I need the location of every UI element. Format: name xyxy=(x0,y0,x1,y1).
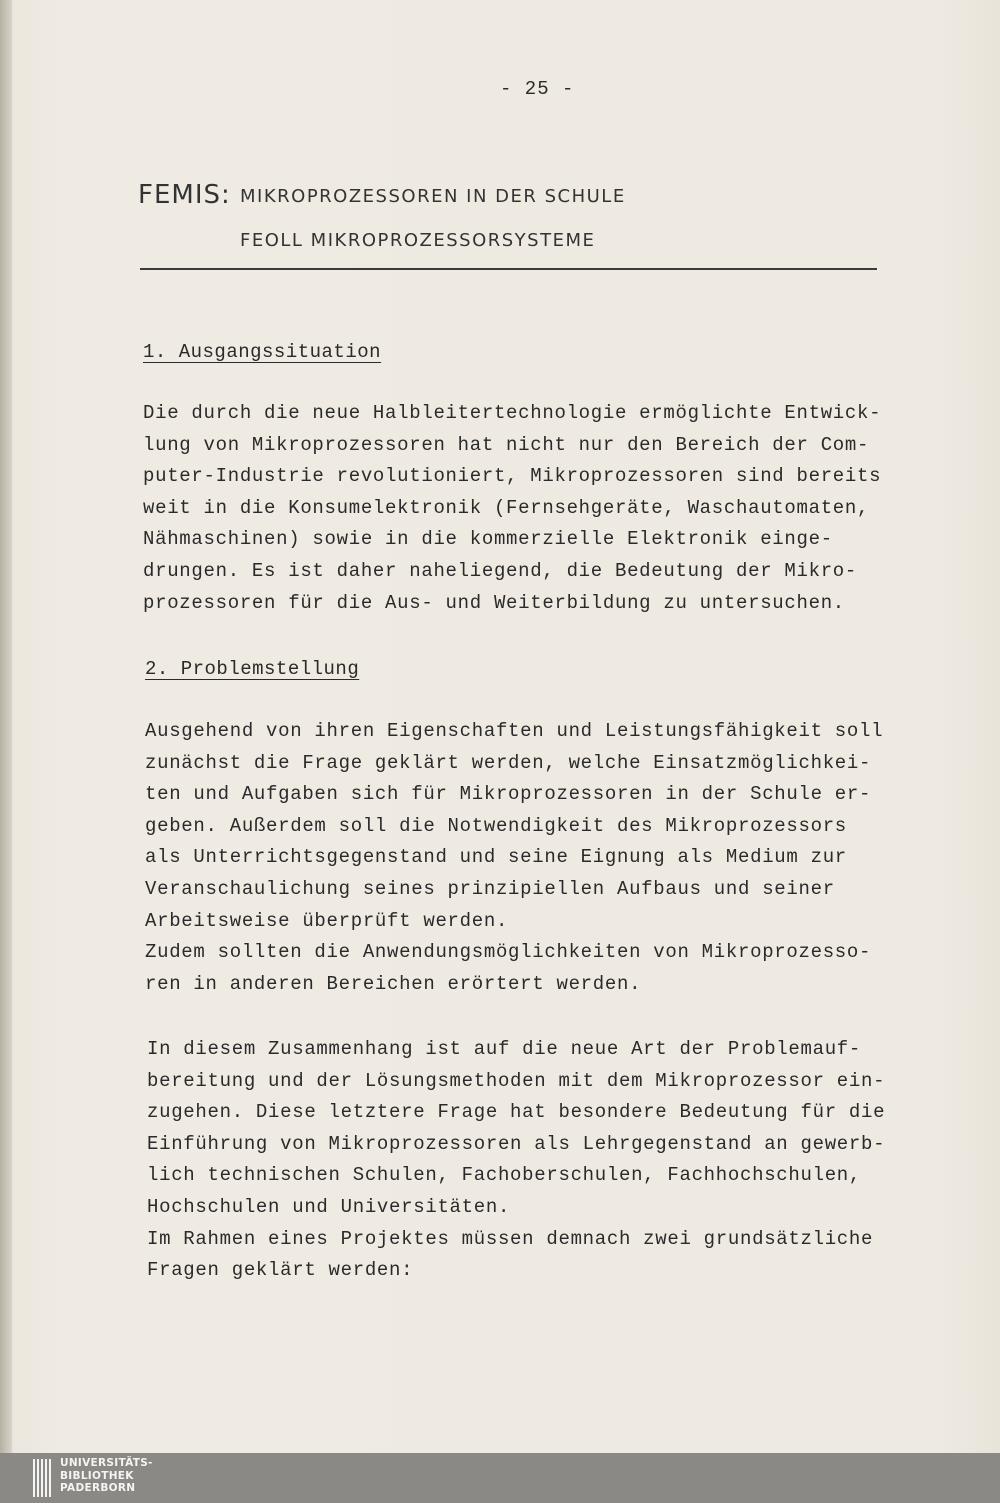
library-footer-bar xyxy=(0,1453,1000,1503)
text-line: ten und Aufgaben sich für Mikroprozessoren in der Schule er- xyxy=(145,783,872,806)
text-line: geben. Außerdem soll die Notwendigkeit des Mikroprozessors xyxy=(145,814,847,837)
text-line: Die durch die neue Halbleitertechnologie ermöglichte Entwick- xyxy=(143,402,882,424)
page-binding-edge xyxy=(0,0,12,1453)
text-line: zugehen. Diese letztere Frage hat besondere Bedeutung für die xyxy=(147,1101,886,1124)
text-line: lung von Mikroprozessoren hat nicht nur den Bereich der Com- xyxy=(143,433,870,456)
header-subtitle: FEOLL MIKROPROZESSORSYSTEME xyxy=(240,230,596,251)
library-logo-text xyxy=(60,1457,153,1495)
paragraph-problemstellung-1 xyxy=(145,720,883,1004)
text-line: Ausgehend von ihren Eigenschaften und Leistungsfähigkeit soll xyxy=(145,720,884,742)
text-line: ren in anderen Bereichen erörtert werden. xyxy=(145,972,642,995)
text-line: zunächst die Frage geklärt werden, welche Einsatzmöglichkei- xyxy=(145,751,872,774)
text-line: In diesem Zusammenhang ist auf die neue Art der Problemauf- xyxy=(147,1038,862,1060)
text-line: Nähmaschinen) sowie in die kommerzielle Elektronik einge- xyxy=(143,528,833,551)
text-line: lich technischen Schulen, Fachoberschulen, Fachhochschulen, xyxy=(147,1164,862,1187)
text-line: weit in die Konsumelektronik (Fernsehgeräte, Waschautomaten, xyxy=(143,496,870,519)
logo-line: UNIVERSITÄTS- xyxy=(60,1457,153,1469)
text-line: bereitung und der Lösungsmethoden mit dem Mikroprozessor ein- xyxy=(147,1069,886,1092)
text-line: Im Rahmen eines Projektes müssen demnach zwei grundsätzliche xyxy=(147,1227,874,1250)
header-prefix: FEMIS: xyxy=(138,180,231,210)
paragraph-problemstellung-2 xyxy=(147,1038,885,1291)
section-heading-ausgangssituation: 1. Ausgangssituation xyxy=(143,341,382,363)
paragraph-ausgangssituation xyxy=(143,402,881,623)
text-line: Hochschulen und Universitäten. xyxy=(147,1195,511,1218)
text-line: Arbeitsweise überprüft werden. xyxy=(145,909,509,932)
text-line: Veranschaulichung seines prinzipiellen Aufbaus und seiner xyxy=(145,877,835,900)
logo-line: BIBLIOTHEK xyxy=(60,1469,134,1482)
text-line: Fragen geklärt werden: xyxy=(147,1259,414,1282)
text-line: Einführung von Mikroprozessoren als Lehrgegenstand an gewerb- xyxy=(147,1132,886,1155)
text-line: prozessoren für die Aus- und Weiterbildung zu untersuchen. xyxy=(143,591,845,614)
section-heading-problemstellung: 2. Problemstellung xyxy=(145,658,360,680)
logo-line: PADERBORN xyxy=(60,1482,136,1494)
text-line: als Unterrichtsgegenstand und seine Eignung als Medium zur xyxy=(145,846,847,869)
page-number: - 25 - xyxy=(500,78,575,100)
library-logo-icon xyxy=(32,1457,52,1499)
text-line: drungen. Es ist daher naheliegend, die Bedeutung der Mikro- xyxy=(143,559,858,582)
text-line: Zudem sollten die Anwendungsmöglichkeiten von Mikroprozesso- xyxy=(145,941,872,964)
text-line: puter-Industrie revolutioniert, Mikroprozessoren sind bereits xyxy=(143,465,882,488)
header-title: MIKROPROZESSOREN IN DER SCHULE xyxy=(240,186,626,207)
header-divider xyxy=(140,268,877,270)
